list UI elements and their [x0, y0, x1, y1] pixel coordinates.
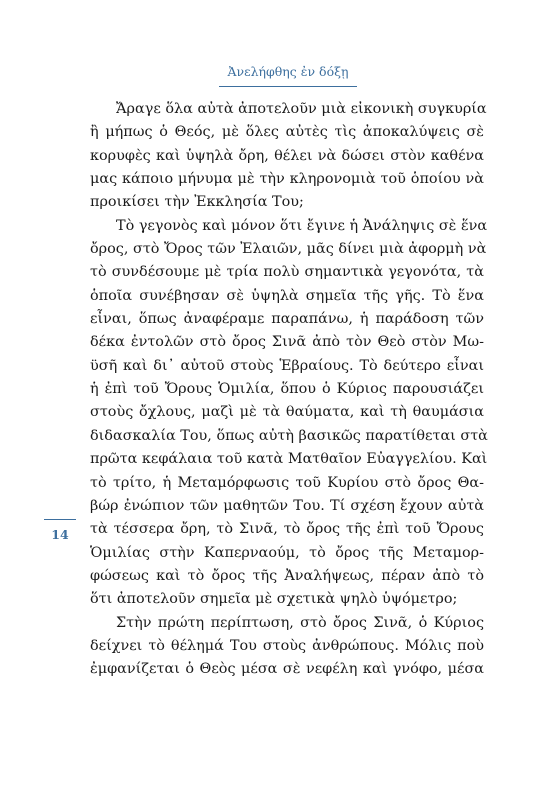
text-line: στοὺς ὄχλους, μαζὶ μὲ τὰ θαύματα, καὶ τὴ θαυμάσια [90, 404, 484, 421]
body-text [90, 98, 488, 682]
text-line: μας κάποιο μήνυμα μὲ τὴν κληρονομιὰ τοῦ ὁποίου νὰ [90, 171, 484, 188]
text-line: εἶναι, ὅπως ἀναφέραμε παραπάνω, ἡ παράδοση τῶν [90, 311, 484, 328]
text-line: ἡ ἐπὶ τοῦ Ὄρους Ὁμιλία, ὅπου ὁ Κύριος παρουσιάζει [90, 381, 484, 398]
text-line: διδασκαλία Του, ὅπως αὐτὴ βασικῶς παρατίθεται στὰ [90, 427, 488, 444]
text-line: ὅτι ἀποτελοῦν σημεῖα μὲ σχετικὰ ψηλὸ ὑψόμετρο; [90, 591, 458, 608]
text-line: δείχνει τὸ θέλημά Του στοὺς ἀνθρώπους. Μόλις ποὺ [90, 637, 484, 654]
text-line: ἢ μήπως ὁ Θεός, μὲ ὅλες αὐτὲς τὶς ἀποκαλύψεις σὲ [90, 124, 484, 141]
text-line: Στὴν πρώτη περίπτωση, στὸ ὄρος Σινᾶ, ὁ Κύριος [116, 614, 484, 631]
text-line: ϋσῆ καὶ δι᾽ αὐτοῦ στοὺς Ἑβραίους. Τὸ δεύτερο εἶναι [90, 357, 484, 374]
text-line: τὸ τρίτο, ἡ Μεταμόρφωσις τοῦ Κυρίου στὸ ὄρος Θα- [90, 474, 484, 491]
text-line: τὸ συνδέσουμε μὲ τρία πολὺ σημαντικὰ γεγονότα, τὰ [90, 264, 484, 281]
text-line: ὄρος, στὸ Ὄρος τῶν Ἐλαιῶν, μᾶς δίνει μιὰ ἀφορμὴ νὰ [90, 241, 487, 258]
text-line: Τὸ γεγονὸς καὶ μόνον ὅτι ἔγινε ἡ Ἀνάληψις σὲ ἕνα [116, 217, 488, 234]
text-line: ὁποῖα συνέβησαν σὲ ὑψηλὰ σημεῖα τῆς γῆς. Τὸ ἕνα [90, 287, 484, 304]
header-divider [219, 86, 357, 87]
text-line: ἐμφανίζεται ὁ Θεὸς μέσα σὲ νεφέλη καὶ γνόφο, μέσα [90, 661, 484, 678]
running-header-title: Ἀνελήφθης ἐν δόξῃ [227, 64, 349, 79]
text-line: προικίσει τὴν Ἐκκλησία Του; [90, 194, 304, 211]
text-line: τὰ τέσσερα ὄρη, τὸ Σινᾶ, τὸ ὄρος τῆς ἐπὶ τοῦ Ὄρους [90, 521, 484, 538]
text-line: κορυφὲς καὶ ὑψηλὰ ὄρη, θέλει νὰ δώσει στὸν καθένα [90, 147, 484, 164]
text-line: δέκα ἐντολῶν στὸ ὄρος Σινᾶ ἀπὸ τὸν Θεὸ στὸν Μω- [90, 334, 484, 351]
page-number: 14 [51, 527, 69, 542]
text-line: Ὁμιλίας στὴν Καπερναούμ, τὸ ὄρος τῆς Μεταμορ- [90, 544, 484, 561]
text-line: φώσεως καὶ τὸ ὄρος τῆς Ἀναλήψεως, πέραν ἀπὸ τὸ [90, 567, 484, 584]
page-number-divider [44, 519, 76, 520]
text-line: πρῶτα κεφάλαια τοῦ κατὰ Ματθαῖον Εὐαγγελίου. Καὶ [90, 451, 488, 468]
text-line: Ἄραγε ὅλα αὐτὰ ἀποτελοῦν μιὰ εἰκονικὴ συγκυρία [116, 101, 487, 117]
text-line: βώρ ἐνώπιον τῶν μαθητῶν Του. Τί σχέση ἔχουν αὐτὰ [90, 497, 484, 514]
